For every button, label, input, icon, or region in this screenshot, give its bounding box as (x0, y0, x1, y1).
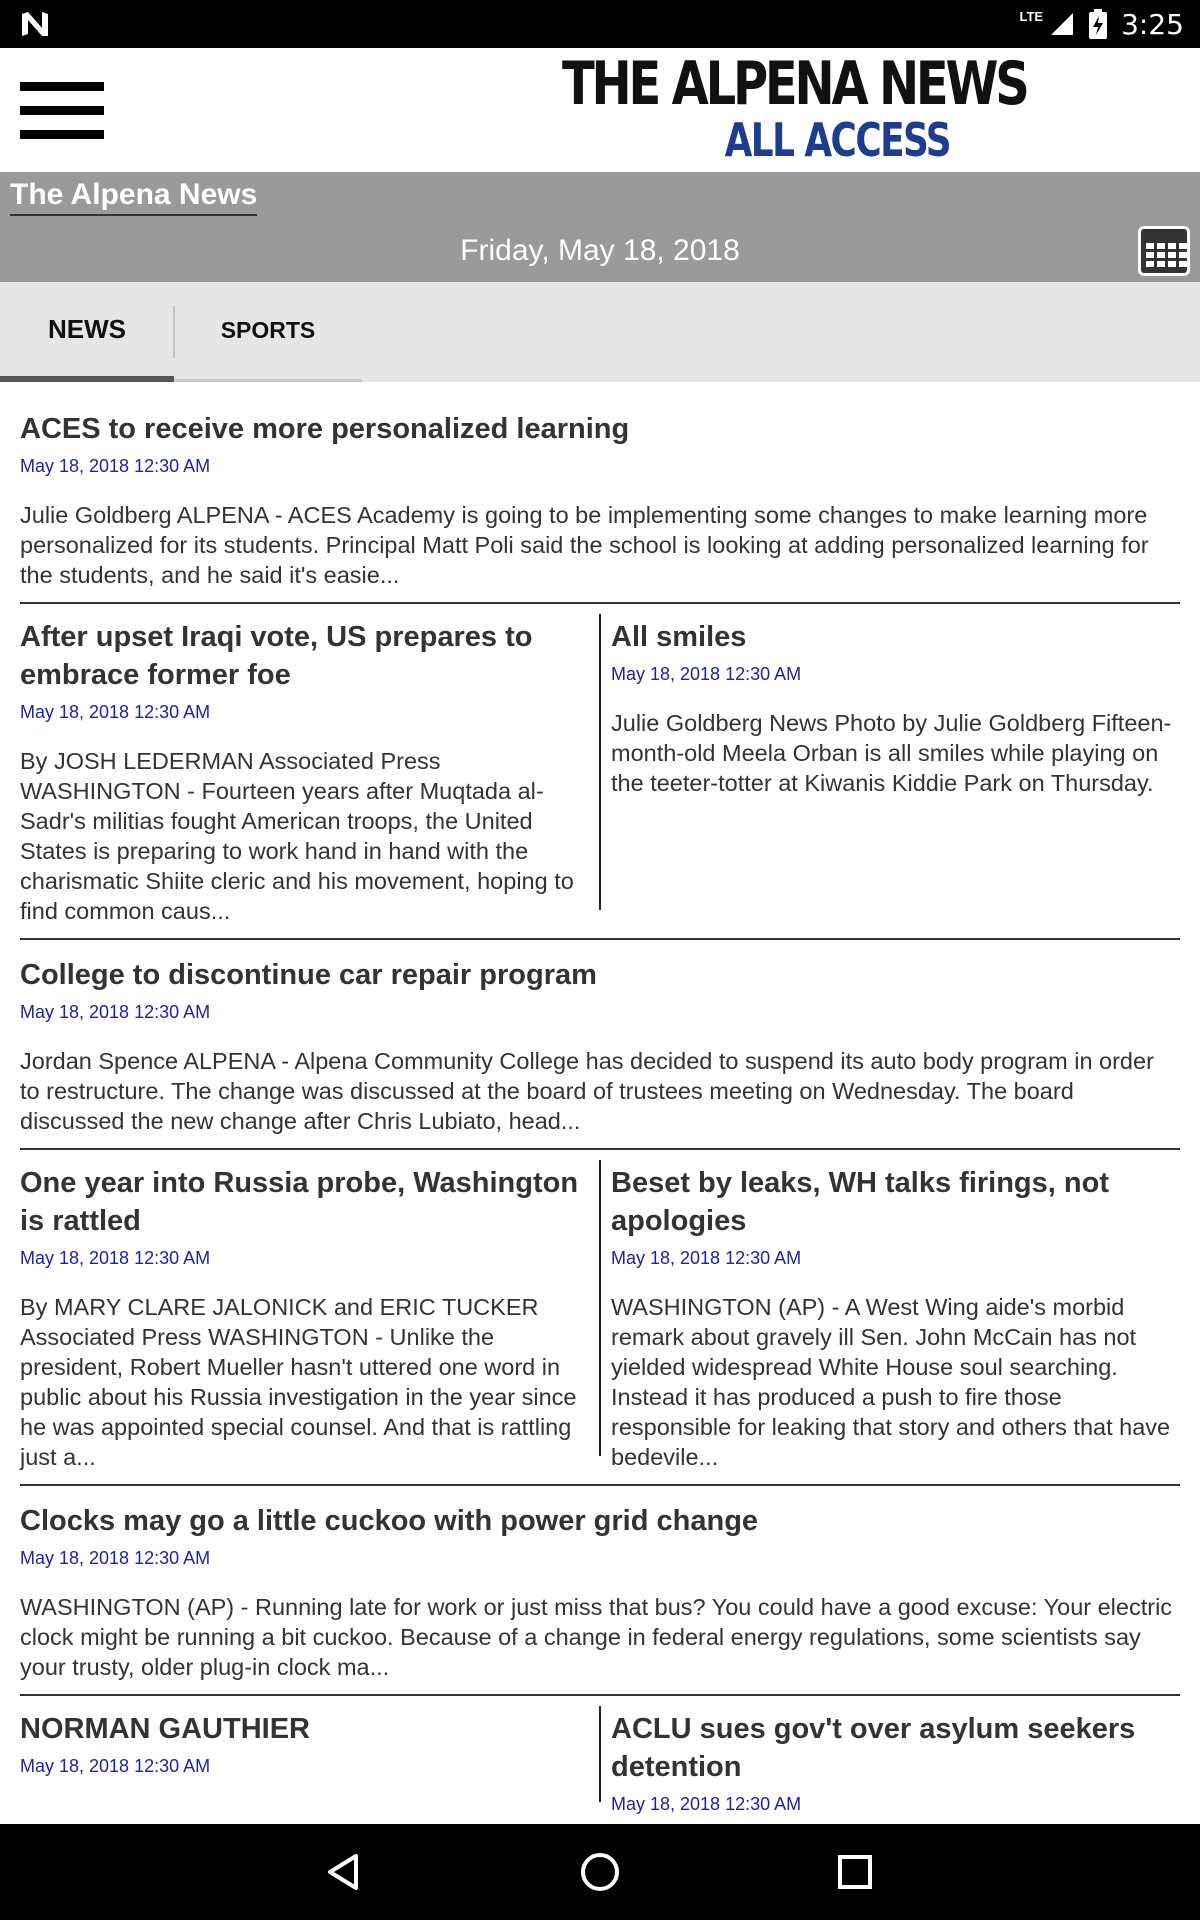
article-card[interactable] (611, 1710, 1181, 1816)
system-nav-bar (0, 1824, 1200, 1920)
article-summary: Julie Goldberg ALPENA - ACES Academy is going to be implementing some changes to make learning more personalized for its students. Principal Matt Poli said the school is looking at adding personalized learning for the students, and he said it's easie... (20, 502, 1149, 588)
article-timestamp: May 18, 2018 12:30 AM (20, 1548, 211, 1568)
battery-charging-icon (1089, 9, 1107, 39)
article-card[interactable] (20, 410, 1180, 590)
article-summary: WASHINGTON (AP) - A West Wing aide's morbid remark about gravely ill Sen. John McCain has not yielded widespread White House soul searching. Instead it has produced a push to fire those responsible for leaking that story and others that have bedevile... (611, 1294, 1171, 1470)
article-timestamp: May 18, 2018 12:30 AM (20, 1002, 211, 1022)
article-summary: Jordan Spence ALPENA - Alpena Community College has decided to suspend its auto body program in order to restructure. The change was discussed at the board of trustees meeting on Wednesday. The board discussed the new change after Chris Lubiato, head... (20, 1048, 1154, 1134)
divider (20, 602, 1180, 604)
article-timestamp: May 18, 2018 12:30 AM (611, 1248, 802, 1268)
status-bar (0, 0, 1200, 48)
article-title[interactable]: Clocks may go a little cuckoo with power grid change (20, 1505, 759, 1537)
column-divider (599, 1706, 601, 1802)
article-timestamp: May 18, 2018 12:30 AM (611, 664, 802, 684)
column-divider (599, 1160, 601, 1456)
logo-subtitle: ALL ACCESS (724, 113, 950, 167)
article-summary: WASHINGTON (AP) - Running late for work or just miss that bus? You could have a good excuse: Your electric clock might be running a bit cuckoo. Because of a change in federal energy regulations, some scientists say your trusty, older plug-in clock ma... (20, 1594, 1173, 1680)
hamburger-icon[interactable] (20, 82, 104, 140)
recents-icon[interactable] (795, 1824, 915, 1920)
article-title[interactable]: All smiles (611, 621, 747, 653)
notification-icon (20, 10, 50, 38)
article-list (0, 382, 1200, 1814)
article-title[interactable]: NORMAN GAUTHIER (20, 1713, 310, 1745)
column-divider (599, 614, 601, 910)
article-timestamp: May 18, 2018 12:30 AM (20, 456, 211, 476)
article-title[interactable]: ACES to receive more personalized learning (20, 413, 630, 445)
article-timestamp: May 18, 2018 12:30 AM (20, 1248, 211, 1268)
article-card[interactable] (20, 1502, 1180, 1682)
section-tabs (0, 282, 1200, 382)
article-summary: By JOSH LEDERMAN Associated Press WASHINGTON - Fourteen years after Muqtada al-Sadr's militias fought American troops, the United States is preparing to work hand in hand with the charismatic Shiite cleric and his movement, hoping to find common caus... (20, 748, 574, 924)
publication-link[interactable]: The Alpena News (10, 178, 257, 216)
article-card[interactable] (20, 1710, 590, 1778)
tab-news[interactable]: NEWS (0, 282, 174, 382)
article-card[interactable] (20, 1164, 590, 1472)
divider (20, 1484, 1180, 1486)
article-timestamp: May 18, 2018 12:30 AM (20, 1756, 211, 1776)
tab-sports[interactable]: SPORTS (174, 282, 362, 382)
divider (20, 1694, 1180, 1696)
calendar-icon[interactable] (1138, 226, 1190, 276)
divider (20, 1148, 1180, 1150)
article-title[interactable]: One year into Russia probe, Washington is rattled (20, 1167, 579, 1237)
article-title[interactable]: ACLU sues gov't over asylum seekers detention (611, 1713, 1136, 1783)
signal-icon (1049, 11, 1075, 37)
article-title[interactable]: College to discontinue car repair program (20, 959, 597, 991)
article-card[interactable] (611, 1164, 1181, 1472)
edition-date: Friday, May 18, 2018 (460, 234, 740, 267)
home-icon[interactable] (540, 1824, 660, 1920)
article-card[interactable] (20, 618, 590, 926)
article-card[interactable] (20, 956, 1180, 1136)
edition-bar (0, 172, 1200, 282)
article-summary: Julie Goldberg News Photo by Julie Goldberg Fifteen-month-old Meela Orban is all smiles while playing on the teeter-totter at Kiwanis Kiddie Park on Thursday. (611, 710, 1172, 796)
divider (20, 938, 1180, 940)
article-title[interactable]: After upset Iraqi vote, US prepares to embrace former foe (20, 621, 533, 691)
article-summary: By MARY CLARE JALONICK and ERIC TUCKER Associated Press WASHINGTON - Unlike the president, Robert Mueller hasn't uttered one word in public about his Russia investigation in the year since he was appointed special counsel. And that is rattling just a... (20, 1294, 577, 1470)
network-type: LTE (1019, 8, 1044, 24)
logo-title: THE ALPENA NEWS (562, 49, 1027, 119)
article-card[interactable] (611, 618, 1181, 798)
app-header (0, 48, 1200, 172)
app-logo (462, 49, 1027, 168)
article-timestamp: May 18, 2018 12:30 AM (611, 1794, 802, 1814)
back-icon[interactable] (284, 1824, 404, 1920)
article-timestamp: May 18, 2018 12:30 AM (20, 702, 211, 722)
article-title[interactable]: Beset by leaks, WH talks firings, not apologies (611, 1167, 1109, 1237)
clock: 3:25 (1121, 7, 1184, 41)
